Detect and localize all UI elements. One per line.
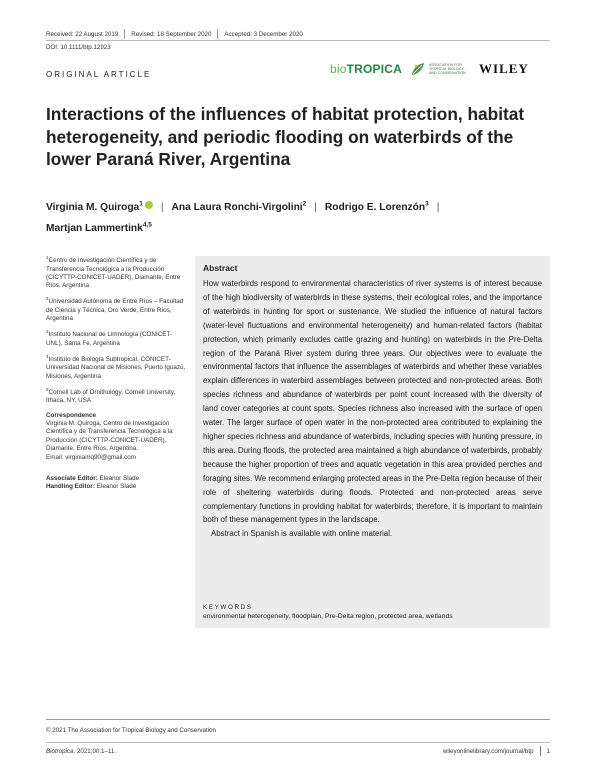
- citation: Biotropica. 2021;00:1–11.: [46, 748, 117, 755]
- author-name[interactable]: Virginia M. Quiroga$^1$: [46, 201, 143, 214]
- footer-rule: [46, 742, 550, 743]
- keywords-list: environmental heterogeneity, floodplain, Pre-Delta region, protected area, wetlands: [203, 613, 453, 620]
- article-type: ORIGINAL ARTICLE: [46, 70, 152, 79]
- publisher-logos: [330, 58, 550, 80]
- revised-date: Revised: 18 September 2020: [131, 30, 212, 38]
- biotropica-logo: bioTROPICA: [330, 62, 403, 76]
- correspondence-email[interactable]: Email: virginiamq90@gmail.com: [46, 453, 137, 461]
- affiliation: $^4$Instituto de Biología Subtropical, CONICET-Universidad Nacional de Misiones, Puerto Iguazú, Misiones, Argentina: [46, 353, 186, 380]
- correspondence-label: Correspondence: [46, 411, 97, 419]
- author-name[interactable]: Rodrigo E. Lorenzón$^3$: [324, 201, 429, 214]
- abstract-box: [195, 256, 550, 628]
- abstract-text: [203, 277, 542, 541]
- correspondence-address: Virginia M. Quiroga, Centro de Investigación Científica y de Transferencia Tecnológica a la Producción (CICYTTP-CONICET-UADER), Diamante, Entre Ríos, Argentina.: [46, 419, 173, 453]
- affiliation: $^1$Centro de Investigación Científica y de Transferencia Tecnológica a la Producción (CICYTTP-CONICET-UADER), Diamante, Entre Ríos, Argentina: [46, 255, 181, 290]
- copyright-notice: © 2021 The Association for Tropical Biology and Conservation: [46, 727, 216, 734]
- leaf-icon: [410, 61, 426, 77]
- author-divider: |: [436, 202, 440, 214]
- author-divider: |: [160, 202, 164, 214]
- author-divider: |: [314, 202, 317, 214]
- author-name[interactable]: Ana Laura Ronchi-Virgolini$^2$: [171, 201, 307, 214]
- header-rule: [46, 40, 550, 41]
- keywords-heading: KEYWORDS: [203, 604, 253, 611]
- abstract-heading: Abstract: [203, 263, 238, 273]
- affiliation: $^2$Universidad Autónoma de Entre Ríos – Facultad de Ciencia y Técnica, Oro Verde, Entre Ríos, Argentina: [46, 296, 184, 323]
- footer-rule: [46, 719, 550, 720]
- associate-editor: Associate Editor: Eleanor Slade: [46, 474, 140, 482]
- page-number: 1: [546, 747, 550, 755]
- society-name: ASSOCIATION FOR TROPICAL BIOLOGY AND CONSERVATION: [429, 63, 466, 75]
- date-divider: [217, 29, 218, 39]
- author-list: [46, 196, 550, 237]
- author-name[interactable]: Martjan Lammertink$^{4,5}$: [46, 221, 152, 234]
- wiley-logo: WILEY: [479, 61, 529, 76]
- handling-editor: Handling Editor: Eleanor Slade: [46, 483, 137, 491]
- affiliation: $^5$Cornell Lab of Ornithology, Cornell University, Ithaca, NY, USA: [46, 386, 176, 405]
- doi[interactable]: DOI: 10.1111/btp.12923: [46, 44, 111, 51]
- footer-divider: [540, 746, 541, 756]
- affiliations-column: [46, 254, 186, 492]
- date-divider: [124, 29, 125, 39]
- journal-url[interactable]: wileyonlinelibrary.com/journal/btp: [442, 747, 534, 755]
- article-title: Interactions of the influences of habitat protection, habitat heterogeneity, and periodic flooding on waterbirds of the lower Paraná River, Argentina: [46, 104, 525, 169]
- article-dates: [46, 29, 303, 39]
- abstract-body: How waterbirds respond to environmental characteristics of river systems is of interest because of the high biodiversity of waterbirds in these systems, their ecological roles, and the importance of waterbirds in hunting for sport or sustenance. We studied the influence of natural factors (water-level fluctuations and environmental heterogeneity) and human-related factors (habitat protection, which primarily excludes cattle grazing and hunting) on waterbirds in the Pre-Delta region of the Paraná River system during three years. Our objectives were to evaluate the environmental factors that influence the assemblages of waterbirds and whether these variables explain differences in waterbird assemblages between protected and non-protected areas. Both species richness and abundance of waterbirds per point count increased with the diversity of land cover categories at count spots. Species richness also increased with the surface of open water. The larger surface of open water in the non-protected area contributed to explaining the higher species richness and abundance of waterbirds, including species with hunting pressure, in this area. During floods, the protected area maintained a high abundance of waterbirds, probably because the higher proportion of trees and aquatic vegetation in this area provided perches and foraging sites. We recommend enlarging protected areas in the Pre-Delta region because of their role of sheltering waterbirds during floods. Protected and non-protected areas serve complementary functions in providing habitat for waterbirds; therefore, it is important to maintain both of these management types in the landscape.: [203, 279, 542, 525]
- editors: [46, 475, 186, 492]
- footer-links: [380, 746, 550, 756]
- atbc-logo: [410, 61, 469, 77]
- affiliation: $^3$Instituto Nacional de Limnología (CONICET-UNL), Santa Fe, Argentina: [46, 329, 173, 347]
- abstract-note: Abstract in Spanish is available with online material.: [211, 529, 393, 539]
- accepted-date: Accepted: 3 December 2020: [224, 30, 303, 38]
- received-date: Received: 22 August 2019: [46, 30, 119, 38]
- orcid-icon[interactable]: [145, 201, 153, 209]
